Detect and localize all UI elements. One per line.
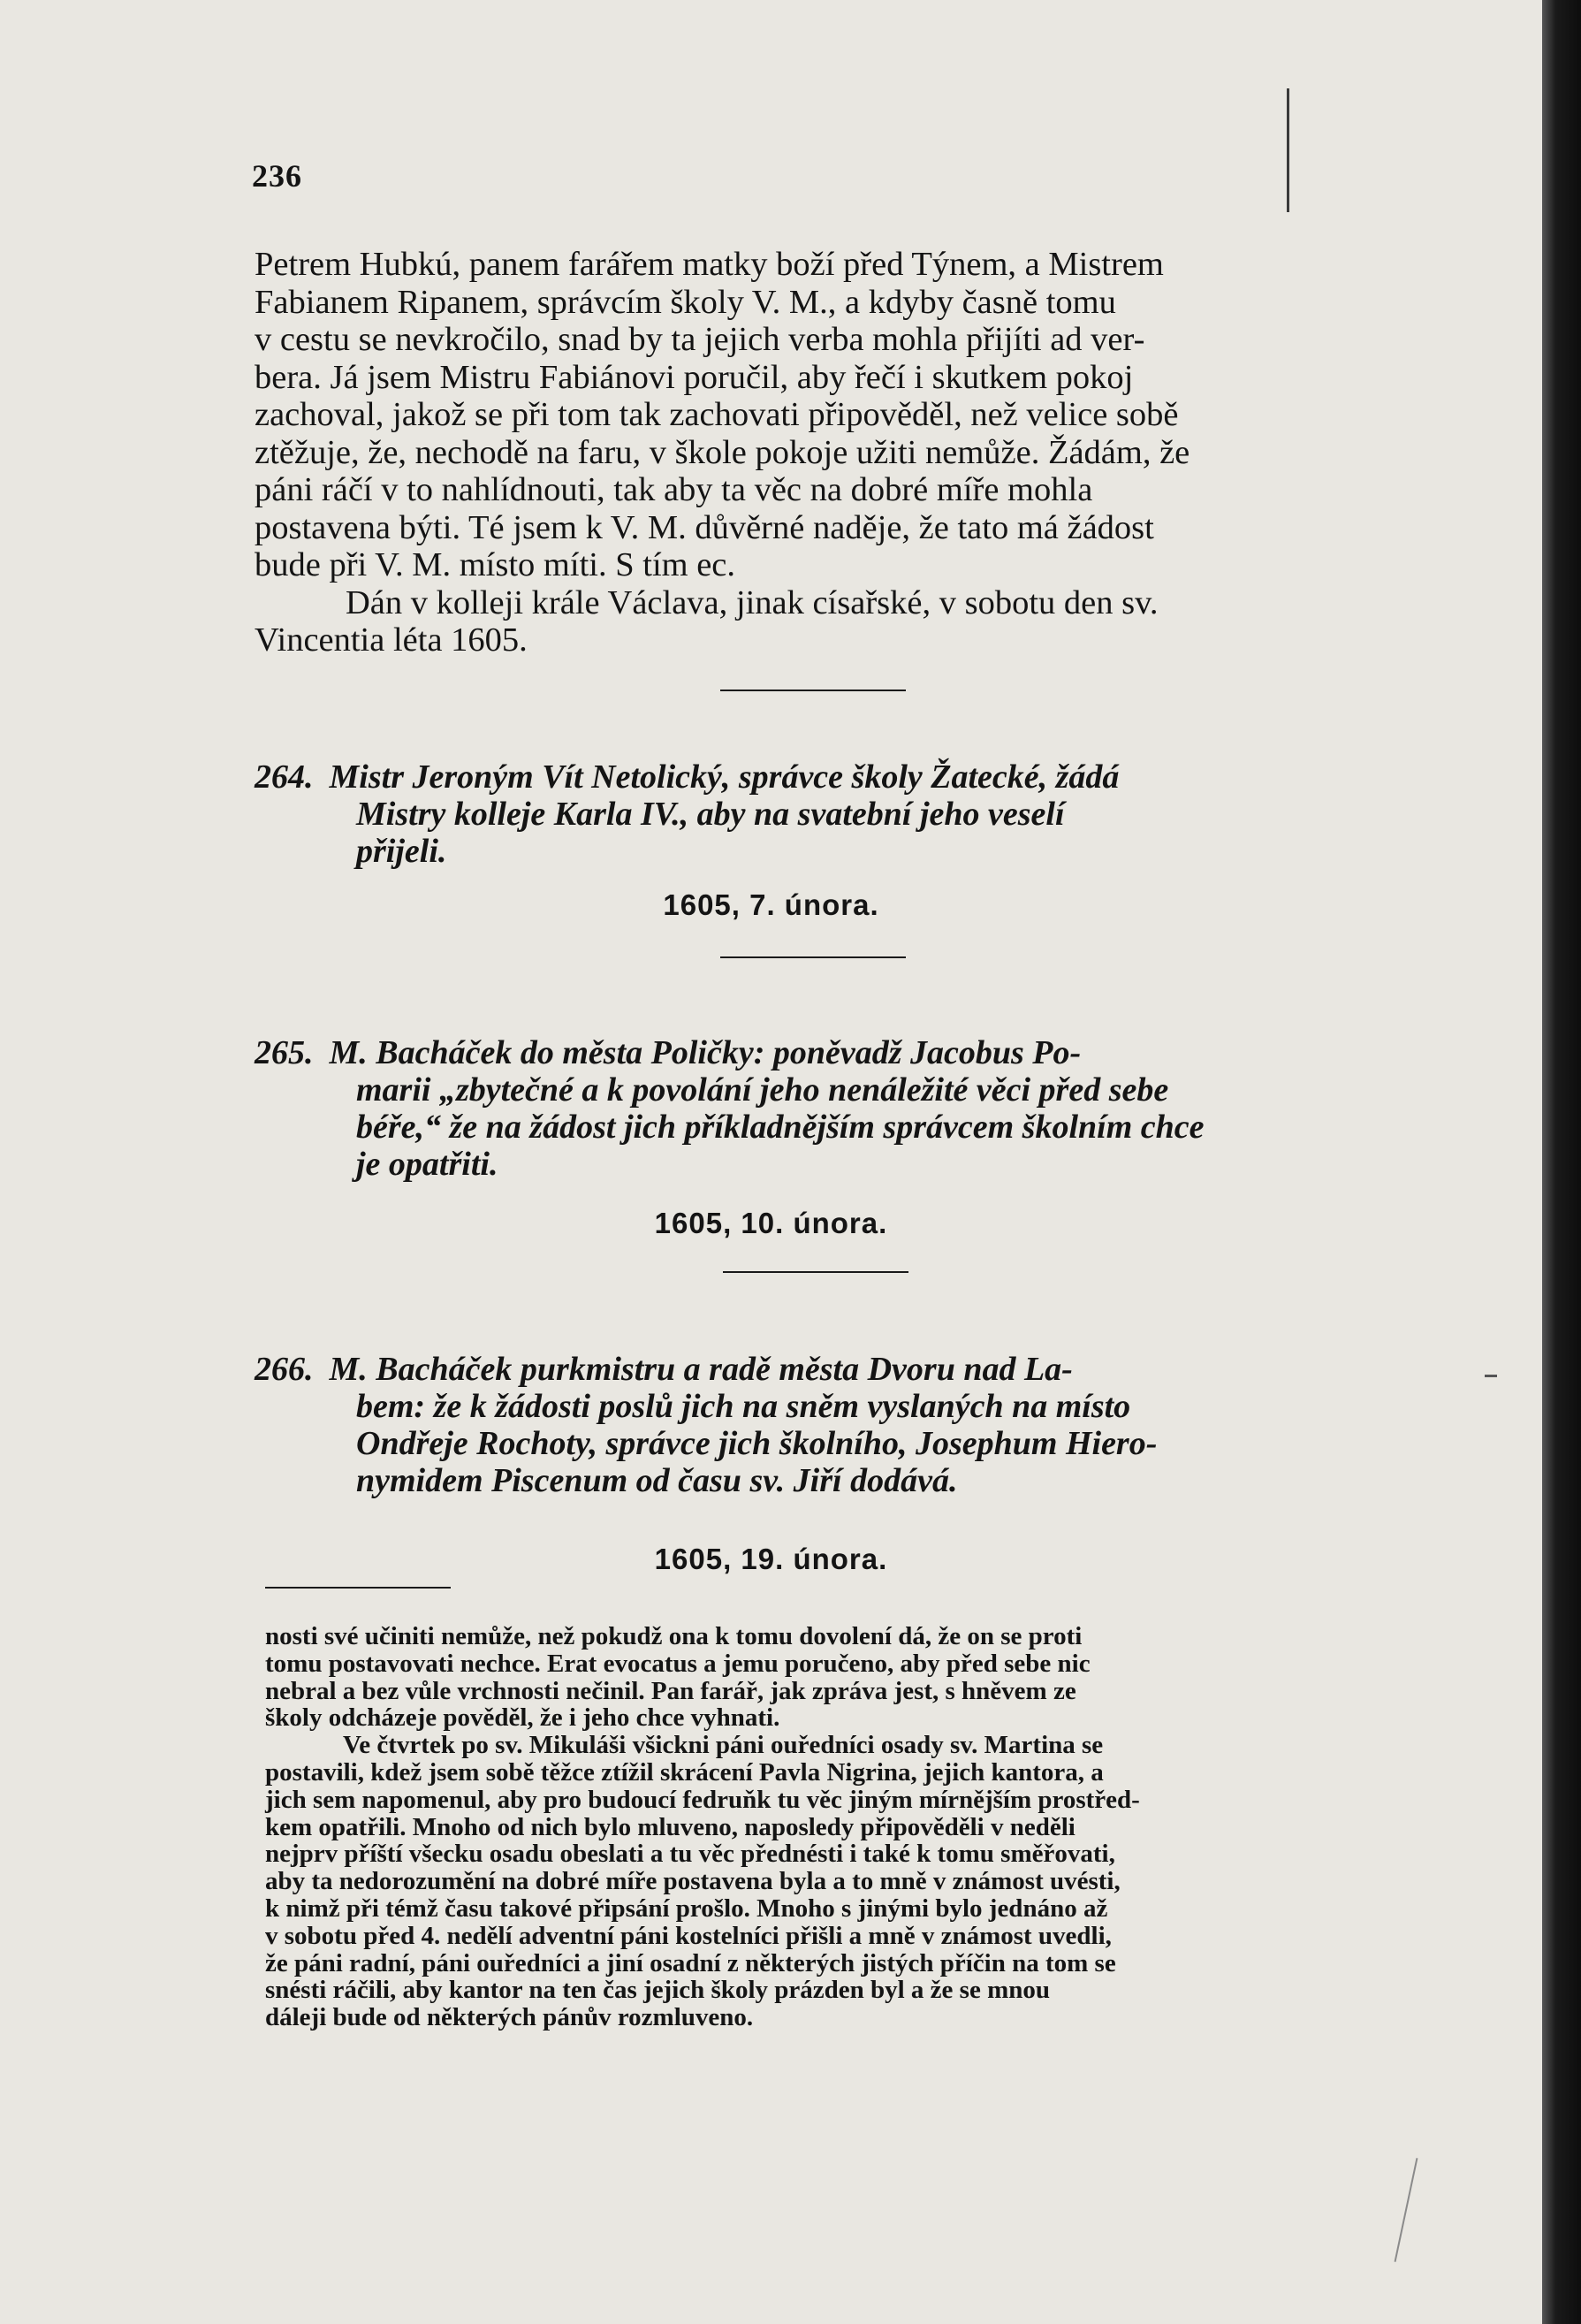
entry-heading-line: marii „zbytečné a k povolání jeho nenáležité věci před sebe [356,1071,1169,1109]
scan-edge [1542,0,1581,2324]
entry-266 [255,1351,1386,1499]
entry-heading-line: Mistry kolleje Karla IV., aby na svatební jeho veselí [356,796,1065,833]
entry-heading-line: M. Bacháček purkmistru a radě města Dvoru nad La- [329,1351,1073,1388]
footnote-line: že páni radní, páni ouředníci a jiní osadní z některých jistých příčin na tom se [265,1948,1116,1977]
text-line: bude při V. M. místo míti. S tím ec. [255,546,736,583]
text-line: Dán v kolleji krále Václava, jinak císařské, v sobotu den sv. [346,583,1159,621]
text-line: Petrem Hubkú, panem farářem matky boží před Týnem, a Mistrem [255,246,1164,283]
entry-heading-line: přijeli. [356,833,447,870]
footnote-block [265,1623,1387,2031]
footnote-line: jich sem napomenul, aby pro budoucí fedruňk tu věc jiným mírnějším prostřed- [265,1785,1140,1814]
entry-265 [255,1034,1386,1183]
text-line: páni ráčí v to nahlídnouti, tak aby ta věc na dobré míře mohla [255,471,1093,508]
footnote-line: snésti ráčili, aby kantor na ten čas jejich školy prázden byl a že se mnou [265,1976,1050,2005]
footnote-line: tomu postavovati nechce. Erat evocatus a jemu poručeno, aby před sebe nic [265,1649,1091,1678]
entry-264 [255,758,1386,870]
letter-continuation [255,246,1372,659]
footnote-line: kem opatřili. Mnoho od nich bylo mluveno, naposledy připověděli v neděli [265,1812,1076,1841]
footnote-line: školy odcházeje pověděl, že i jeho chce vyhnati. [265,1703,780,1733]
footnote-line: nejprv příští všecku osadu obeslati a tu věc přednésti i také k tomu směřovati, [265,1840,1115,1869]
footnote-line: nebral a bez vůle vrchnosti nečinil. Pan farář, jak zpráva jest, s hněvem ze [265,1676,1076,1705]
margin-dash [1485,1375,1497,1377]
text-line: Fabianem Ripanem, správcím školy V. M., a kdyby časně tomu [255,283,1116,321]
text-line: ztěžuje, že, nechodě na faru, v škole pokoje užiti nemůže. Žádám, že [255,433,1190,471]
entry-number: 266. [255,1351,314,1388]
text-line: postavena býti. Té jsem k V. M. důvěrné naděje, že tato má žádost [255,508,1154,546]
entry-number: 264. [255,758,314,796]
footnote-rule [265,1587,451,1589]
footnote-line: Ve čtvrtek po sv. Mikuláši všickni páni ouředníci osady sv. Martina se [343,1731,1104,1760]
entry-heading-line: Mistr Jeroným Vít Netolický, správce školy Žatecké, žádá [329,758,1120,796]
entry-number: 265. [255,1034,314,1071]
footnote-line: v sobotu před 4. nedělí adventní páni kostelníci přišli a mně v známost uvedli, [265,1921,1112,1950]
text-line: zachoval, jakož se při tom tak zachovati připověděl, než velice sobě [255,396,1179,433]
text-line: Vincentia léta 1605. [255,621,528,659]
entry-heading-line: je opatřiti. [356,1146,498,1183]
section-divider [723,1271,908,1273]
margin-mark [1287,88,1289,212]
text-line: bera. Já jsem Mistru Fabiánovi poručil, aby řečí i skutkem pokoj [255,358,1134,396]
entry-heading-line: Ondřeje Rochoty, správce jich školního, Josephum Hiero- [356,1425,1158,1462]
footnote-line: postavili, kdež jsem sobě těžce ztížil skrácení Pavla Nigrina, jejich kantora, a [265,1757,1104,1787]
entry-date: 1605, 19. února. [654,1543,888,1575]
footnote-line: dáleji bude od některých pánův rozmluveno. [265,2003,754,2032]
entry-date: 1605, 7. února. [663,888,879,921]
section-divider [720,690,906,691]
text-line: v cestu se nevkročilo, snad by ta jejich verba mohla přijíti ad ver- [255,321,1145,358]
page-number: 236 [252,158,302,194]
footnote-line: aby ta nedorozumění na dobré míře postavena byla a to mně v známost uvésti, [265,1867,1121,1896]
pencil-mark [1395,2158,1418,2262]
entry-heading-line: M. Bacháček do města Poličky: poněvadž Jacobus Po- [329,1034,1082,1071]
entry-heading-line: nymidem Piscenum od času sv. Jiří dodává. [356,1462,958,1499]
footnote-line: k nimž při témž času takové připsání prošlo. Mnoho s jinými bylo jednáno až [265,1893,1108,1923]
entry-heading-line: bem: že k žádosti poslů jich na sněm vyslaných na místo [356,1388,1131,1425]
footnote-line: nosti své učiniti nemůže, než pokudž ona k tomu dovolení dá, že on se proti [265,1622,1083,1650]
entry-date: 1605, 10. února. [654,1207,888,1239]
entry-heading-line: béře,“ že na žádost jich příkladnějším správcem školním chce [356,1109,1205,1146]
section-divider [720,956,906,958]
